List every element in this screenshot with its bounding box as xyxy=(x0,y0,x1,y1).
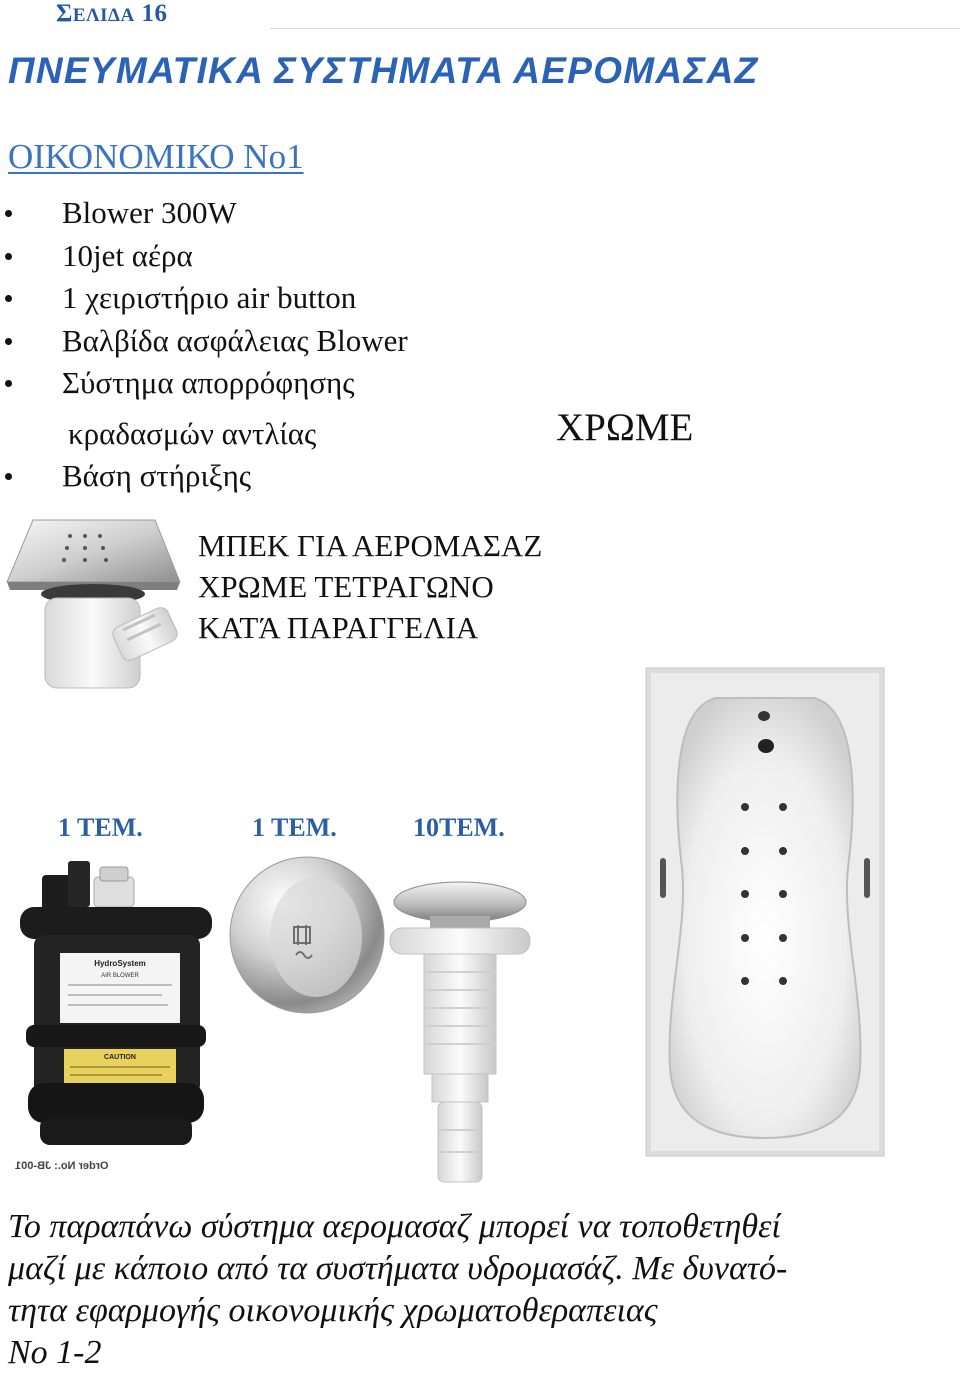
bottom-note xyxy=(8,1206,958,1374)
blower-image xyxy=(12,855,220,1155)
bullet-icon xyxy=(5,380,12,387)
page-number: 16 xyxy=(141,0,168,27)
blower-quantity: 1 ΤΕΜ. xyxy=(58,813,143,842)
section-title: ΟΙΚΟΝΟΜΙΚΟ Νο1 xyxy=(8,137,304,176)
bullet-icon xyxy=(5,253,12,260)
feature-text: Σύστημα απορρόφησης xyxy=(62,365,355,400)
feature-text: 1 χειριστήριο air button xyxy=(62,280,357,315)
page-header xyxy=(56,0,167,28)
feature-list xyxy=(0,192,560,498)
bullet-icon xyxy=(5,295,12,302)
feature-text: Βαλβίδα ασφάλειας Blower xyxy=(62,322,408,358)
air-button-image xyxy=(228,855,386,1015)
page-label: ΕΛΙΔΑ xyxy=(72,5,135,26)
feature-text: 10jet αέρα xyxy=(62,237,193,273)
note-line: μαζί με κάποιο από τα συστήματα υδρομασάζ. Με δυνατό- xyxy=(8,1250,788,1287)
header-rule xyxy=(270,28,960,29)
jet-caption-line: ΧΡΩΜΕ ΤΕΤΡΑΓΩΝΟ xyxy=(198,569,494,604)
bathtub-image xyxy=(646,668,884,1156)
jet-caption-line: ΚΑΤΆ ΠΑΡΑΓΓΕΛΙΑ xyxy=(198,610,479,645)
blower-type-text: AIR BLOWER xyxy=(101,973,139,979)
blower-brand-text: HydroSystem xyxy=(94,959,146,968)
note-line: τητα εφαρμογής οικονομικής χρωματοθεραπειας xyxy=(8,1292,658,1329)
feature-text: Βάση στήριξης xyxy=(62,458,252,493)
list-item xyxy=(0,455,560,498)
page-label-initial: Σ xyxy=(56,0,73,27)
bullet-icon xyxy=(5,338,12,345)
feature-text: Blower 300W xyxy=(62,195,237,230)
page-title: ΠΝΕΥΜΑΤΙΚΑ ΣΥΣΤΗΜΑΤΑ ΑΕΡΟΜΑΣΑΖ xyxy=(8,50,759,91)
feature-text-continuation: κραδασμών αντλίας xyxy=(68,415,317,451)
note-line: Νο 1-2 xyxy=(8,1334,102,1371)
air-button-quantity: 1 ΤΕΜ. xyxy=(252,813,337,842)
list-item xyxy=(0,320,560,363)
jet-caption-line: ΜΠΕΚ ΓΙΑ ΑΕΡΟΜΑΣΑΖ xyxy=(198,528,543,563)
blower-caution-text: CAUTION xyxy=(104,1054,136,1061)
note-line: Το παραπάνω σύστημα αερομασαζ μπορεί να τοποθετηθεί xyxy=(8,1208,781,1245)
list-item xyxy=(0,235,560,278)
list-item xyxy=(0,277,560,320)
bullet-icon xyxy=(5,473,12,480)
list-item xyxy=(0,362,560,455)
jets-quantity: 10ΤΕΜ. xyxy=(413,813,505,842)
bullet-icon xyxy=(5,210,12,217)
air-jet-image xyxy=(388,880,533,1185)
list-item xyxy=(0,192,560,235)
order-number: Order No.: JB-001 xyxy=(15,1160,109,1172)
chrome-label: ΧΡΩΜΕ xyxy=(556,406,694,449)
jet-caption xyxy=(198,525,542,648)
square-chrome-jet-image xyxy=(5,518,185,698)
